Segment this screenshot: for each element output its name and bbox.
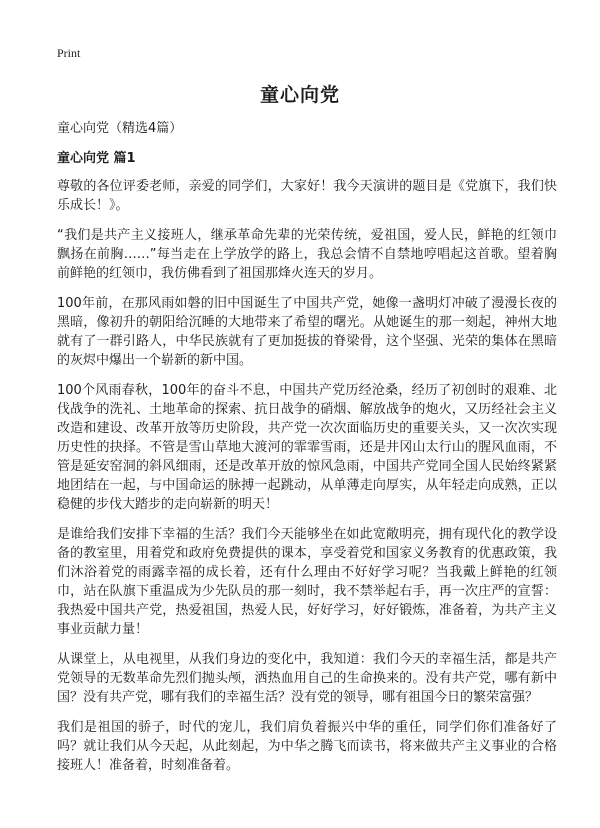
paragraph: 100个风雨春秋，100年的奋斗不息，中国共产党历经沧桑，经历了初创时的艰难、北伐战争的洗礼、土地革命的探索、抗日战争的硝烟、解放战争的炮火，又历经社会主义改造和建设、改革开放等历史阶段，共产党一次次面临历史的重要关头，又一次次实现历史性的抉择。不管是雪山草地大渡河的霏霏雪雨，还是井冈山太行山的腥风血雨，不管是延安窑洞的斜风细雨，还是改革开放的惊风急雨，中国共产党同全国人民始终紧紧地团结在一起，与中国命运的脉搏一起跳动，从单薄走向厚实，从年轻走向成熟，正以稳健的步伐大踏步的走向崭新的明天！ — [57, 383, 557, 512]
document-subtitle: 童心向党（精选4篇） — [57, 121, 183, 136]
page-title: 童心向党 — [259, 84, 340, 106]
print-link[interactable]: Print — [57, 46, 81, 60]
document-body — [57, 120, 557, 786]
paragraph: 尊敬的各位评委老师，亲爱的同学们，大家好！我今天演讲的题目是《党旗下，我们快乐成长！》。 — [57, 179, 557, 213]
section-heading: 童心向党 篇1 — [57, 151, 136, 166]
paragraph: 是谁给我们安排下幸福的生活？我们今天能够坐在如此宽敞明亮，拥有现代化的教学设备的教室里，用着党和政府免费提供的课本，享受着党和国家义务教育的优惠政策，我们沐浴着党的雨露幸福的成长着，还有什么理由不好好学习呢？当我戴上鲜艳的红领巾，站在队旗下重温成为少先队员的那一刻时，我不禁举起右手，再一次庄严的宣誓：我热爱中国共产党，热爱祖国，热爱人民，好好学习，好好锻炼，准备着，为共产主义事业贡献力量！ — [57, 527, 557, 637]
paragraph: “我们是共产主义接班人，继承革命先辈的光荣传统，爱祖国，爱人民，鲜艳的红领巾飘扬在前胸……”每当走在上学放学的路上，我总会情不自禁地哼唱起这首歌。望着胸前鲜艳的红领巾，我仿佛看到了祖国那烽火连天的岁月。 — [57, 228, 557, 281]
paragraph: 100年前，在那风雨如磐的旧中国诞生了中国共产党，她像一盏明灯冲破了漫漫长夜的黑暗，像初升的朝阳给沉睡的大地带来了希望的曙光。从她诞生的那一刻起，神州大地就有了一群引路人，中华民族就有了更加挺拔的脊梁骨，这个坚强、光荣的集体在黑暗的灰烬中爆出一个崭新的新中国。 — [57, 296, 557, 368]
paragraph: 从课堂上，从电视里，从我们身边的变化中，我知道：我们今天的幸福生活，都是共产党领导的无数革命先烈们抛头颅，洒热血用自己的生命换来的。没有共产党，哪有新中国？没有共产党，哪有我们的幸福生活？没有党的领导，哪有祖国今日的繁荣富强？ — [57, 652, 557, 705]
paragraph: 我们是祖国的骄子，时代的宠儿，我们肩负着振兴中华的重任，同学们你们准备好了吗？就让我们从今天起，从此刻起，为中华之腾飞而读书，将来做共产主义事业的合格接班人！准备着，时刻准备着。 — [57, 720, 557, 773]
